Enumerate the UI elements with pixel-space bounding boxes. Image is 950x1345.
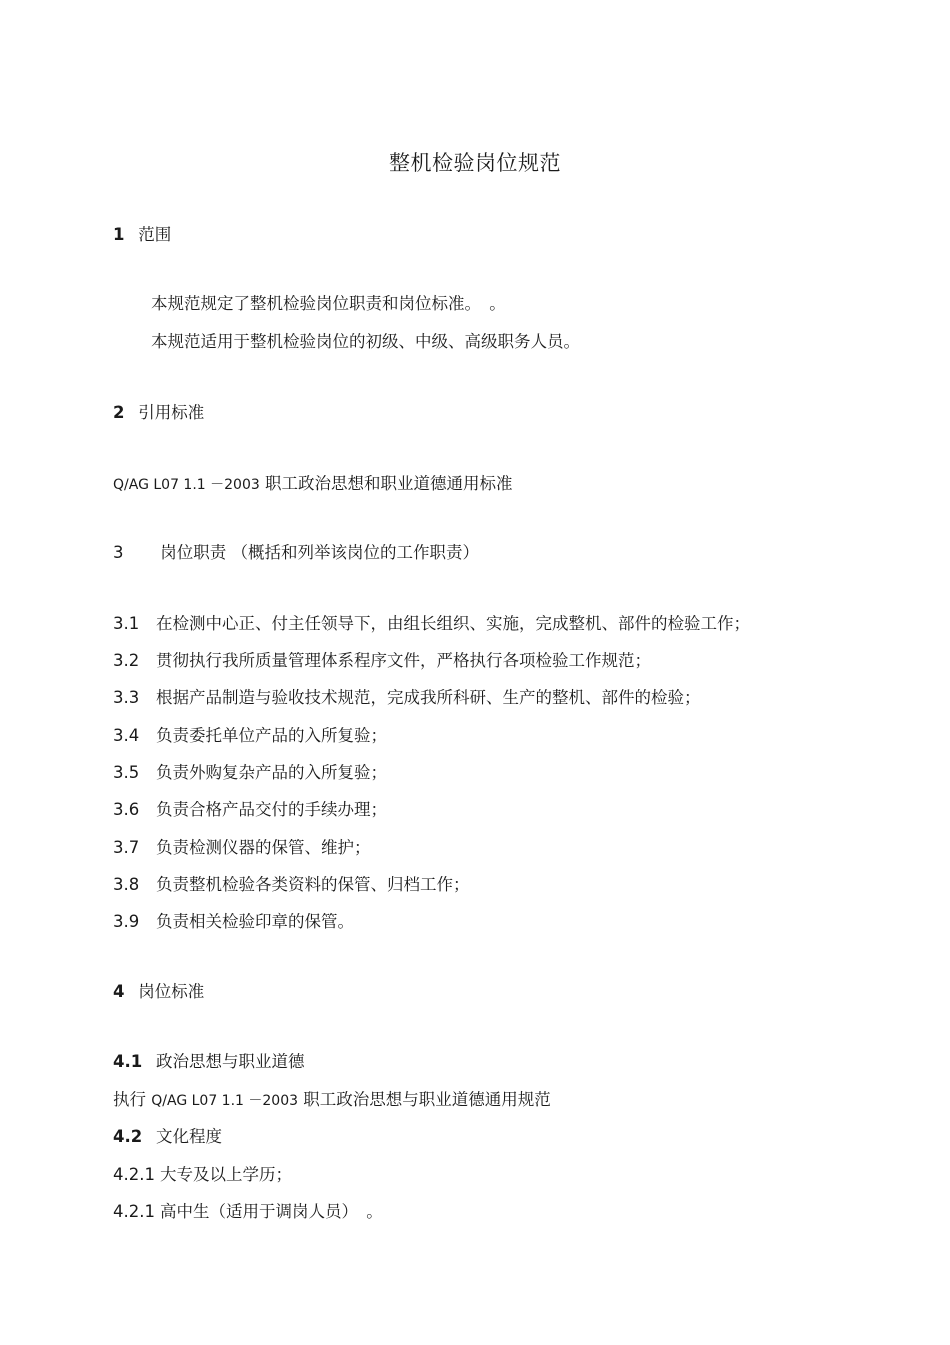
list-item bbox=[113, 837, 371, 859]
section-heading-duties bbox=[113, 542, 479, 564]
item-number: 4.2.1 bbox=[113, 1165, 155, 1184]
section-number: 1 bbox=[113, 225, 125, 244]
item-text: 负责整机检验各类资料的保管、归档工作； bbox=[156, 875, 470, 894]
list-item bbox=[113, 1164, 292, 1186]
document-title: 整机检验岗位规范 bbox=[389, 151, 561, 175]
list-item bbox=[113, 650, 651, 672]
item-text: 负责相关检验印章的保管。 bbox=[156, 912, 354, 931]
list-item bbox=[113, 725, 387, 747]
section-heading-scope bbox=[113, 224, 171, 246]
standard-code: Q/AG L07 1.1 －2003 bbox=[151, 1093, 299, 1109]
item-number: 3.3 bbox=[113, 688, 140, 707]
item-text: 负责合格产品交付的手续办理； bbox=[156, 800, 387, 819]
list-item bbox=[113, 874, 470, 896]
reference-standard bbox=[113, 473, 513, 496]
list-item bbox=[113, 762, 387, 784]
item-text: 负责外购复杂产品的入所复验； bbox=[156, 763, 387, 782]
list-item bbox=[113, 799, 387, 821]
item-text: 高中生（适用于调岗人员） 。 bbox=[160, 1202, 383, 1221]
item-text: 负责委托单位产品的入所复验； bbox=[156, 726, 387, 745]
subsection-heading bbox=[113, 1126, 222, 1148]
item-text: 根据产品制造与验收技术规范，完成我所科研、生产的整机、部件的检验； bbox=[156, 688, 701, 707]
subsection-number: 4.1 bbox=[113, 1052, 143, 1071]
paragraph: 本规范适用于整机检验岗位的初级、中级、高级职务人员。 bbox=[151, 332, 580, 351]
list-item bbox=[113, 613, 750, 635]
list-item bbox=[113, 1201, 383, 1223]
list-item bbox=[113, 911, 354, 933]
section-number: 4 bbox=[113, 982, 125, 1001]
subsection-number: 4.2 bbox=[113, 1127, 143, 1146]
item-text: 在检测中心正、付主任领导下，由组长组织、实施，完成整机、部件的检验工作； bbox=[156, 614, 750, 633]
standard-code: Q/AG L07 1.1 －2003 bbox=[113, 477, 260, 493]
paragraph: 本规范规定了整机检验岗位职责和岗位标准。 。 bbox=[151, 294, 506, 313]
subsection-title: 文化程度 bbox=[156, 1127, 222, 1146]
item-number: 3.2 bbox=[113, 651, 140, 670]
section-title: 引用标准 bbox=[138, 403, 205, 422]
item-number: 3.1 bbox=[113, 614, 140, 633]
section-title: 岗位职责 （概括和列举该岗位的工作职责） bbox=[160, 543, 479, 562]
item-text: 负责检测仪器的保管、维护； bbox=[156, 838, 371, 857]
body-prefix: 执行 bbox=[113, 1090, 146, 1109]
section-title: 岗位标准 bbox=[138, 982, 205, 1001]
item-number: 3.9 bbox=[113, 912, 140, 931]
standard-name: 职工政治思想与职业道德通用规范 bbox=[303, 1090, 551, 1109]
item-text: 贯彻执行我所质量管理体系程序文件，严格执行各项检验工作规范； bbox=[156, 651, 651, 670]
item-number: 3.6 bbox=[113, 800, 140, 819]
paragraph bbox=[113, 1089, 551, 1112]
subsection-heading bbox=[113, 1051, 305, 1073]
item-number: 4.2.1 bbox=[113, 1202, 155, 1221]
item-number: 3.5 bbox=[113, 763, 140, 782]
section-number: 2 bbox=[113, 403, 125, 422]
section-heading-references bbox=[113, 402, 204, 424]
list-item bbox=[113, 687, 701, 709]
standard-name: 职工政治思想和职业道德通用标准 bbox=[265, 474, 513, 493]
section-heading-standards bbox=[113, 981, 204, 1003]
item-number: 3.7 bbox=[113, 838, 140, 857]
item-text: 大专及以上学历； bbox=[160, 1165, 292, 1184]
item-number: 3.4 bbox=[113, 726, 140, 745]
item-number: 3.8 bbox=[113, 875, 140, 894]
subsection-title: 政治思想与职业道德 bbox=[156, 1052, 305, 1071]
section-number: 3 bbox=[113, 543, 124, 562]
section-title: 范围 bbox=[138, 225, 172, 244]
